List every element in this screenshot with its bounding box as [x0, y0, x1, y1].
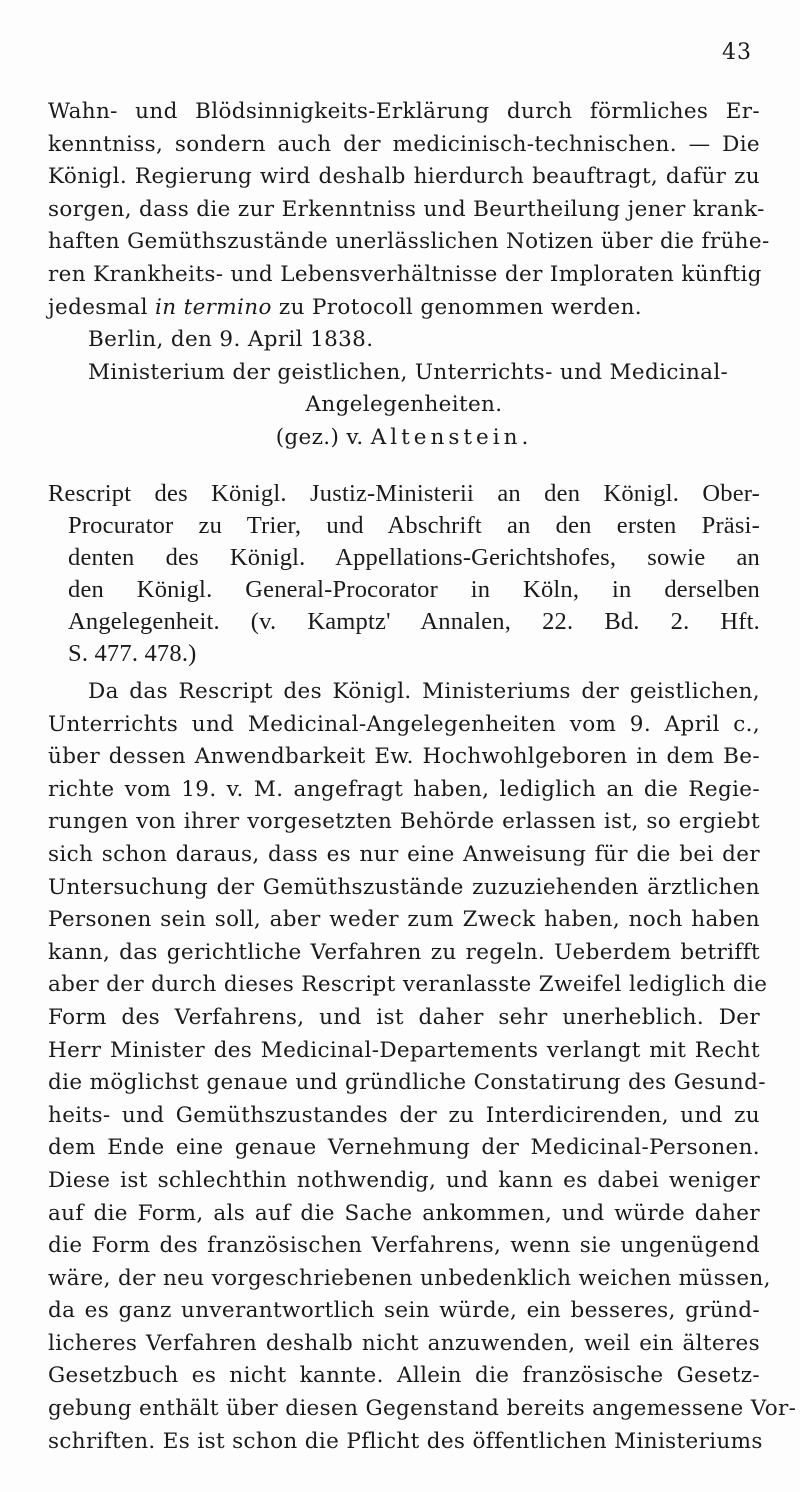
body-paragraph	[48, 676, 797, 1458]
text-line: aber der durch dieses Rescript veranlasste Zweifel lediglich die	[48, 972, 768, 998]
text-line: die Form des französischen Verfahrens, wenn sie ungenügend	[48, 1233, 760, 1259]
page-number: 43	[722, 40, 752, 65]
text-line: gebung enthält über diesen Gegenstand bereits angemessene Vor-	[48, 1396, 797, 1422]
text-line: Diese ist schlechthin nothwendig, und kann es dabei weniger	[48, 1167, 760, 1193]
text-line: Unterrichts und Medicinal-Angelegenheiten vom 9. April c.,	[48, 711, 760, 737]
text-line: kann, das gerichtliche Verfahren zu regeln. Ueberdem betrifft	[48, 939, 760, 965]
ministry-name-cont: Angelegenheiten.	[305, 392, 503, 418]
italic-term: in termino	[154, 294, 272, 320]
text-line: da es ganz unverantwortlich sein würde, ein besseres, gründ-	[48, 1298, 760, 1324]
text-line: Personen sein soll, aber weder zum Zweck haben, noch haben	[48, 907, 760, 933]
signed-prefix: (gez.) v.	[275, 424, 371, 450]
signed-by	[48, 422, 760, 455]
text-fragment: zu Protocoll genommen werden.	[271, 294, 642, 320]
text-line: über dessen Anwendbarkeit Ew. Hochwohlgeboren in dem Be-	[48, 744, 760, 770]
text-fragment: jedesmal	[48, 294, 155, 320]
text-line: heits- und Gemüthszustandes der zu Interdicirenden, und zu	[48, 1102, 760, 1128]
text-line: Untersuchung der Gemüthszustände zuzuziehenden ärztlichen	[48, 874, 760, 900]
top-paragraph	[48, 96, 770, 324]
heading-line: S. 477. 478.)	[68, 640, 197, 667]
heading-line: den Königl. General-Procorator in Köln, in derselben	[68, 576, 760, 603]
text-line: ren Krankheits- und Lebensverhältnisse der Imploraten künftig	[48, 261, 762, 287]
text-line: licheres Verfahren deshalb nicht anzuwenden, weil ein älteres	[48, 1330, 760, 1356]
signature-block	[48, 324, 760, 454]
place-date: Berlin, den 9. April 1838.	[88, 327, 374, 352]
signer-name: Altenstein.	[370, 424, 533, 450]
text-line: die möglichst genaue und gründliche Constatirung des Gesund-	[48, 1070, 766, 1096]
text-line: Herr Minister des Medicinal-Departements verlangt mit Recht	[48, 1037, 760, 1063]
text-line: rungen von ihrer vorgesetzten Behörde erlassen ist, so ergiebt	[48, 809, 760, 835]
text-line: sich schon daraus, dass es nur eine Anweisung für die bei der	[48, 841, 760, 867]
text-line: Gesetzbuch es nicht kannte. Allein die französische Gesetz-	[48, 1363, 760, 1389]
text-line: Form des Verfahrens, und ist daher sehr unerheblich. Der	[48, 1004, 760, 1030]
text-line: auf die Form, als auf die Sache ankommen, und würde daher	[48, 1200, 760, 1226]
text-line: haften Gemüthszustände unerlässlichen Notizen über die frühe-	[48, 229, 770, 255]
text-line	[48, 292, 760, 325]
text-line: wäre, der neu vorgeschriebenen unbedenklich weichen müssen,	[48, 1265, 771, 1291]
text-line: Wahn- und Blödsinnigkeits-Erklärung durch förmliches Er-	[48, 99, 760, 124]
section-heading	[48, 478, 760, 670]
heading-line: Procurator zu Trier, und Abschrift an den ersten Präsi-	[68, 512, 760, 539]
text-line: sorgen, dass die zur Erkenntniss und Beurtheilung jener krank-	[48, 196, 765, 222]
text-line: kenntniss, sondern auch der medicinisch-technischen. — Die	[48, 131, 760, 157]
text-line: schriften. Es ist schon die Pflicht des öffentlichen Ministeriums	[48, 1428, 763, 1454]
text-line: richte vom 19. v. M. angefragt haben, lediglich an die Regie-	[48, 776, 760, 802]
text-line: dem Ende eine genaue Vernehmung der Medicinal-Personen.	[48, 1135, 760, 1161]
heading-line: Rescript des Königl. Justiz-Ministerii an den Königl. Ober-	[48, 480, 760, 507]
heading-line: Angelegenheit. (v. Kamptz' Annalen, 22. Bd. 2. Hft.	[68, 608, 760, 635]
text-line: Königl. Regierung wird deshalb hierdurch beauftragt, dafür zu	[48, 164, 760, 190]
text-line: Da das Rescript des Königl. Ministeriums der geistlichen,	[88, 679, 760, 704]
heading-line: denten des Königl. Appellations-Gerichtshofes, sowie an	[68, 544, 760, 571]
ministry-name: Ministerium der geistlichen, Unterrichts- und Medicinal-	[88, 359, 729, 385]
